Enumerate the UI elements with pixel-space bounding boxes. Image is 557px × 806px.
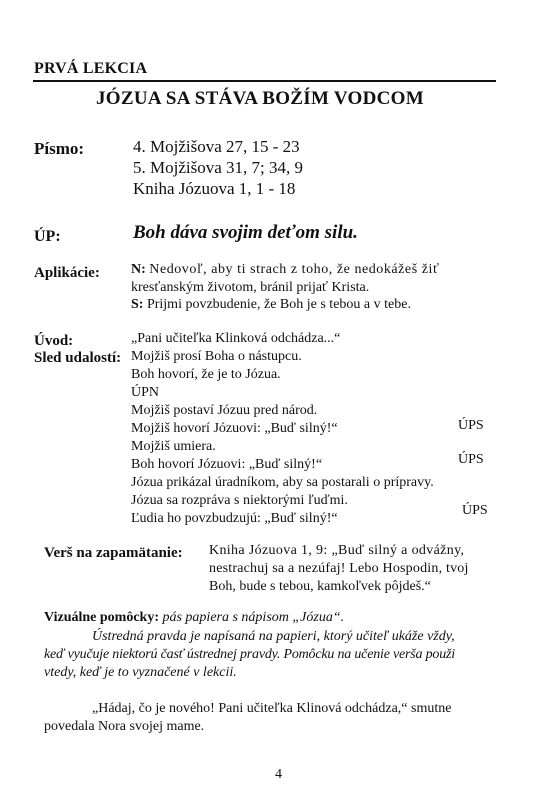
sequence-event: Boh hovorí, že je to Józua. [131, 367, 281, 382]
story-paragraph-line: povedala Nora svojej mame. [44, 719, 205, 734]
sequence-event: Boh hovorí Józuovi: „Buď silný!“ [131, 457, 323, 472]
visual-aids-line: Ústredná pravda je napísaná na papieri, ktorý učiteľ ukáže vždy, [92, 629, 455, 644]
scripture-ref: Kniha Józuova 1, 1 - 18 [133, 179, 296, 198]
intro-text: „Pani učiteľka Klinková odchádza...“ [131, 331, 341, 346]
scripture-ref: 5. Mojžišova 31, 7; 34, 9 [133, 158, 303, 177]
sequence-event: Ľudia ho povzbudzujú: „Buď silný!“ [131, 511, 338, 526]
lesson-label: PRVÁ LEKCIA [34, 60, 148, 77]
memory-verse-line: nestrachuj sa a nezúfaj! Lebo Hospodin, tvoj [209, 561, 469, 576]
application-n-text: Nedovoľ, aby ti strach z toho, že nedokážeš žiť [149, 262, 440, 277]
sequence-event: Mojžiš hovorí Józuovi: „Buď silný!“ [131, 421, 338, 436]
sequence-event: Mojžiš prosí Boha o nástupcu. [131, 349, 302, 364]
sequence-event: ÚPN [131, 385, 160, 400]
sequence-event: Mojžiš postaví Józuu pred národ. [131, 403, 318, 418]
application-n-prefix: N: [131, 262, 146, 277]
memory-verse-label: Verš na zapamätanie: [44, 545, 183, 561]
visual-aids-heading [44, 610, 344, 626]
page-number: 4 [275, 767, 282, 782]
story-paragraph-line: „Hádaj, čo je nového! Pani učiteľka Klinová odchádza,“ smutne [92, 701, 452, 716]
central-truth-text: Boh dáva svojim deťom silu. [133, 222, 358, 243]
intro-label: Úvod: [34, 333, 74, 349]
visual-aids-description: pás papiera s nápisom „Józua“. [162, 610, 345, 625]
ups-marker: ÚPS [462, 503, 488, 518]
visual-aids-line: keď vyučuje niektorú časť ústrednej pravdy. Pomôcku na učenie verša použi [44, 647, 455, 662]
application-label: Aplikácie: [34, 265, 100, 281]
lesson-title: JÓZUA SA STÁVA BOŽÍM VODCOM [96, 88, 424, 109]
sequence-event: Józua sa rozpráva s niektorými ľuďmi. [131, 493, 348, 508]
application-s-prefix: S: [131, 297, 144, 312]
ups-marker: ÚPS [458, 418, 484, 433]
scripture-ref: 4. Mojžišova 27, 15 - 23 [133, 137, 300, 156]
visual-aids-label: Vizuálne pomôcky: [44, 610, 159, 625]
visual-aids-line: vtedy, keď je to vyznačené v lekcii. [44, 665, 237, 680]
sequence-event: Józua prikázal úradníkom, aby sa postarali o prípravy. [131, 475, 434, 490]
application-n [131, 262, 439, 278]
application-s-text: Prijmi povzbudenie, že Boh je s tebou a v tebe. [146, 297, 411, 312]
memory-verse-line: Boh, bude s tebou, kamkoľvek pôjdeš.“ [209, 579, 431, 594]
scripture-label: Písmo: [34, 139, 85, 158]
application-n-continued: kresťanským životom, bránil prijať Krista. [131, 280, 370, 295]
sequence-label: Sled udalostí: [34, 350, 122, 366]
application-s [131, 297, 411, 313]
header-rule [33, 80, 496, 82]
sequence-event: Mojžiš umiera. [131, 439, 216, 454]
memory-verse-line: Kniha Józuova 1, 9: „Buď silný a odvážny, [209, 543, 465, 558]
ups-marker: ÚPS [458, 452, 484, 467]
central-truth-label: ÚP: [34, 228, 61, 245]
